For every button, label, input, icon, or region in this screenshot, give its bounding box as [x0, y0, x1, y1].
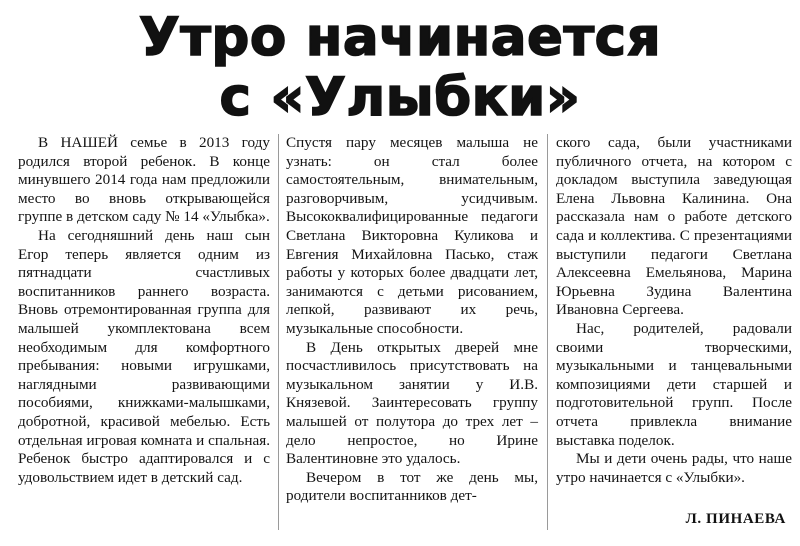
paragraph: Вечером в тот же день мы, родители воспитанников дет- — [286, 468, 538, 505]
article-headline — [0, 8, 800, 128]
column-divider — [278, 134, 279, 530]
headline-line-2: с «Улыбки» — [219, 67, 581, 128]
article-column-2 — [286, 134, 538, 506]
headline-line-1: Утро начинается — [138, 7, 662, 68]
paragraph: В НАШЕЙ семье в 2013 году родился второй ребенок. В конце минувшего 2014 года нам предложили место во вновь открывающейся группе в детском саду № 14 «Улыбка». — [18, 134, 270, 226]
paragraph: Спустя пару месяцев малыша не узнать: он стал более самостоятельным, внимательным, разговорчивым, усидчивым. Высококвалифицированные педагоги Светлана Викторовна Куликова и Евгения Михайловна Пасько, стаж работы у которых более двадцати лет, занимаются с детьми рисованием, лепкой, развивают их речь, музыкальные способности. — [286, 134, 538, 337]
column-divider — [547, 134, 548, 530]
article-column-1 — [18, 134, 270, 487]
paragraph: На сегодняшний день наш сын Егор теперь является одним из пятнадцати счастливых воспитанников раннего возраста. Вновь отремонтированная группа для малышей укомплектована всем необходимым для комфортного пребывания: новыми игрушками, наглядными развивающими пособиями, книжками-малышками, добротной, красивой мебелью. Есть отдельная игровая комната и спальная. Ребенок быстро адаптировался и с удовольствием идет в детский сад. — [18, 226, 270, 486]
paragraph: В День открытых дверей мне посчастливилось присутствовать на музыкальном занятии у И.В. Князевой. Заинтересовать группу малышей от полутора до трех лет – дело непростое, но Ирине Валентиновне это удалось. — [286, 338, 538, 468]
article-column-3 — [556, 134, 792, 487]
paragraph: ского сада, были участниками публичного отчета, на котором с докладом выступила заведующая Елена Львовна Калинина. Она рассказала нам о работе детского сада и коллектива. С презентациями выступили педагоги Светлана Алексеевна Емельянова, Марина Юрьевна Зудина Валентина Ивановна Сергеева. — [556, 134, 792, 319]
paragraph: Нас, родителей, радовали своими творческими, музыкальными и танцевальными композициями дети старшей и подготовительной групп. После отчета привлекла внимание выставка поделок. — [556, 319, 792, 449]
author-signature: Л. ПИНАЕВА — [685, 511, 786, 527]
paragraph: Мы и дети очень рады, что наше утро начинается с «Улыбки». — [556, 450, 792, 486]
